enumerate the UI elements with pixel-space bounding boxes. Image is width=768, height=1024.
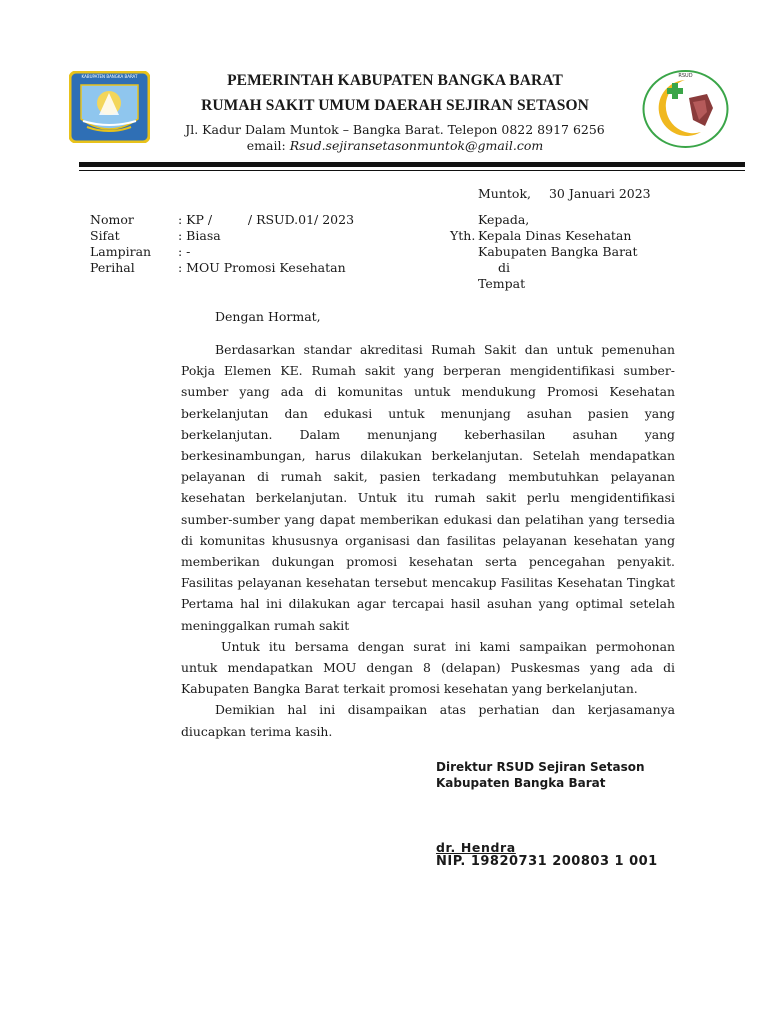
letter-place: Muntok,	[478, 186, 531, 201]
signatory-nip: NIP. 19820731 200803 1 001	[436, 854, 658, 869]
email-address: Rsud.sejiransetasonmuntok@gmail.com	[289, 138, 544, 153]
recipient-di: di	[498, 260, 510, 275]
meta-row-nomor	[90, 212, 390, 228]
recipient-tempat: Tempat	[478, 276, 526, 291]
regency-logo-text: KABUPATEN BANGKA BARAT	[81, 74, 138, 79]
signature-title-1: Direktur RSUD Sejiran Setason	[436, 760, 645, 774]
recipient-kepada: Kepada,	[478, 212, 530, 227]
letter-date: 30 Januari 2023	[548, 186, 651, 201]
meta-row-sifat	[90, 228, 390, 244]
recipient-line1: Kepala Dinas Kesehatan	[478, 228, 632, 243]
meta-label: Lampiran	[90, 244, 152, 259]
meta-row-perihal	[90, 260, 390, 276]
letterhead-address: Jl. Kadur Dalam Muntok – Bangka Barat. Telepon 0822 8917 6256	[185, 122, 605, 137]
meta-value: : -	[178, 244, 191, 259]
letterhead-divider-thick	[79, 162, 745, 167]
meta-row-lampiran	[90, 244, 390, 260]
email-label: email:	[246, 138, 286, 153]
letterhead-email-line	[150, 138, 640, 153]
regency-logo	[69, 71, 150, 143]
recipient-line2: Kabupaten Bangka Barat	[478, 244, 638, 259]
letter-body	[181, 339, 675, 742]
hospital-logo-text: RSUD	[678, 73, 693, 79]
recipient-yth: Yth.	[450, 228, 476, 243]
signature-title-2: Kabupaten Bangka Barat	[436, 776, 606, 790]
letter-meta	[90, 212, 390, 276]
meta-value: : MOU Promosi Kesehatan	[178, 260, 346, 275]
salutation: Dengan Hormat,	[215, 309, 321, 324]
meta-value: : Biasa	[178, 228, 221, 243]
letter-date-line	[478, 186, 651, 202]
letterhead-divider-thin	[79, 170, 745, 171]
body-paragraph: Demikian hal ini disampaikan atas perhatian dan kerjasamanya diucapkan terima kasih.	[181, 702, 675, 739]
body-paragraph: Berdasarkan standar akreditasi Rumah Sakit dan untuk pemenuhan Pokja Elemen KE. Rumah sakit yang berperan mengidentifikasi sumber-sumber yang ada di komunitas untuk mendukung Promosi Kesehatan berkelanjutan dan edukasi untuk menunjang asuhan pasien yang berkelanjutan. Dalam menunjang keberhasilan asuhan yang berkesinambungan, harus dilakukan berkelanjutan. Setelah mendapatkan pelayanan di rumah sakit, pasien terkadang membutuhkan pelayanan kesehatan berkelanjutan. Untuk itu rumah sakit perlu mengidentifikasi sumber-sumber yang dapat memberikan edukasi dan pelatihan yang tersedia di komunitas khususnya organisasi dan fasilitas pelayanan kesehatan yang memberikan dukungan promosi kesehatan serta pencegahan penyakit. Fasilitas pelayanan kesehatan tersebut mencakup Fasilitas Kesehatan Tingkat Pertama hal ini dilakukan agar tercapai hasil asuhan yang optimal setelah meninggalkan rumah sakit	[181, 342, 675, 633]
meta-label: Sifat	[90, 228, 120, 243]
letterhead-government: PEMERINTAH KABUPATEN BANGKA BARAT	[227, 72, 563, 89]
hospital-logo	[641, 68, 730, 150]
letterhead-hospital-name: RUMAH SAKIT UMUM DAERAH SEJIRAN SETASON	[201, 97, 589, 114]
body-paragraph: Untuk itu bersama dengan surat ini kami sampaikan permohonan untuk mendapatkan MOU dengan 8 (delapan) Puskesmas yang ada di Kabupaten Bangka Barat terkait promosi kesehatan yang berkelanjutan.	[181, 638, 675, 697]
meta-label: Perihal	[90, 260, 135, 275]
meta-value: : KP / / RSUD.01/ 2023	[178, 212, 355, 227]
signatory-name: dr. Hendra	[436, 840, 516, 855]
meta-label: Nomor	[90, 212, 134, 227]
